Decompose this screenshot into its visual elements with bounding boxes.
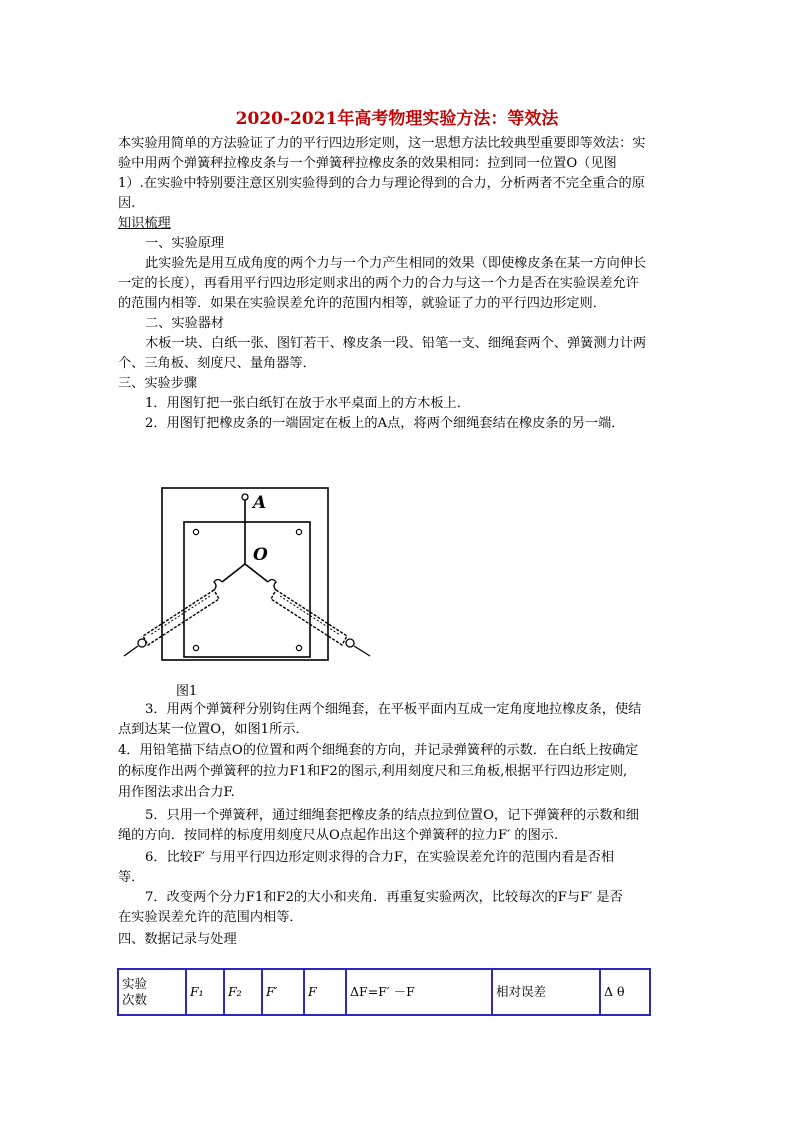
thumbtack-1: [193, 529, 198, 534]
page-title: 2020-2021年高考物理实验方法：等效法: [235, 109, 559, 129]
intro-line-3: 1）.在实验中特别要注意区别实验得到的合力与理论得到的合力，分析两者不完全重合的原: [118, 176, 645, 191]
equipment-line-2: 个、三角板、刻度尺、量角器等．: [118, 356, 316, 371]
cell-relative-error: 相对误差: [492, 969, 600, 1015]
cell-trial-number: [118, 969, 186, 1015]
data-record-table: [117, 968, 651, 1016]
heading-equipment: 二、实验器材: [145, 316, 225, 331]
principle-line-2: 一定的长度），再看用平行四边形定则求出的两个力的合力与这一个力是否在实验误差允许: [118, 276, 639, 291]
label-a: A: [253, 493, 267, 513]
step-6-line-1: 6．比较F′ 与用平行四边形定则求得的合力F，在实验误差允许的范围内看是否相: [145, 850, 615, 865]
heading-data: 四、数据记录与处理: [118, 932, 237, 947]
section-knowledge-heading: 知识梳理: [118, 216, 171, 231]
step-4-line-3: 用作图法求出合力F.: [118, 785, 235, 800]
string-left: [222, 564, 245, 582]
cell-trial-line-1: 实验: [122, 976, 148, 991]
cell-f-prime: F′: [262, 969, 304, 1015]
cell-f2: F₂: [224, 969, 262, 1015]
thumbtack-4: [296, 645, 301, 650]
step-3-line-2: 点到达某一位置O，如图1所示．: [118, 722, 309, 737]
step-4-line-1: 4．用铅笔描下结点O的位置和两个细绳套的方向，并记录弹簧秤的示数．在白纸上按确定: [118, 743, 639, 758]
principle-line-3: 的范围内相等．如果在实验误差允许的范围内相等，就验证了力的平行四边形定则．: [118, 296, 606, 311]
string-right: [245, 564, 268, 582]
cell-f1: F₁: [186, 969, 224, 1015]
step-2: 2．用图钉把橡皮条的一端固定在板上的A点，将两个细绳套结在橡皮条的另一端．: [145, 416, 625, 431]
spring-balance-left: [124, 590, 219, 656]
step-7-line-1: 7．改变两个分力F1和F2的大小和夹角．再重复实验两次，比较每次的F与F′ 是否: [145, 890, 623, 905]
intro-line-1: 本实验用简单的方法验证了力的平行四边形定则，这一思想方法比较典型重要即等效法：实: [118, 136, 646, 151]
loop-right: [268, 580, 276, 591]
principle-line-1: 此实验先是用互成角度的两个力与一个力产生相同的效果（即使橡皮条在某一方向伸长: [145, 256, 647, 271]
figure-1-diagram: [118, 480, 378, 685]
figure-1-caption: 图1: [176, 684, 198, 699]
heading-steps: 三、实验步骤: [118, 376, 198, 391]
thumbtack-2: [296, 529, 301, 534]
step-6-line-2: 等．: [118, 870, 145, 885]
spring-balance-right: [271, 590, 370, 656]
label-o: O: [253, 545, 268, 565]
intro-line-4: 因.: [118, 196, 136, 211]
intro-line-2: 验中用两个弹簧秤拉橡皮条与一个弹簧秤拉橡皮条的效果相同：拉到同一位置O（见图: [118, 156, 617, 171]
table-row: [118, 969, 650, 1015]
thumbtack-3: [193, 645, 198, 650]
paper-sheet: [184, 522, 310, 657]
pin-a: [242, 494, 248, 500]
cell-delta-theta: Δ θ: [600, 969, 650, 1015]
cell-f: F: [304, 969, 346, 1015]
step-7-line-2: 在实验误差允许的范围内相等．: [118, 910, 303, 925]
cell-trial-line-2: 次数: [122, 992, 148, 1007]
cell-delta-f: ΔF=F′ －F: [346, 969, 492, 1015]
step-1: 1．用图钉把一张白纸钉在放于水平桌面上的方木板上．: [145, 396, 470, 411]
equipment-line-1: 木板一块、白纸一张、图钉若干、橡皮条一段、铅笔一支、细绳套两个、弹簧测力计两: [145, 336, 647, 351]
step-5-line-1: 5．只用一个弹簧秤，通过细绳套把橡皮条的结点拉到位置O，记下弹簧秤的示数和细: [145, 808, 639, 823]
loop-left: [214, 580, 222, 591]
heading-principle: 一、实验原理: [145, 236, 225, 251]
step-4-line-2: 的标度作出两个弹簧秤的拉力F1和F2的图示,利用刻度尺和三角板,根据平行四边形定则,: [118, 764, 628, 779]
step-5-line-2: 绳的方向．按同样的标度用刻度尺从O点起作出这个弹簧秤的拉力F′ 的图示.: [118, 828, 559, 843]
step-3-line-1: 3．用两个弹簧秤分别钩住两个细绳套，在平板平面内互成一定角度地拉橡皮条，使结: [145, 702, 642, 717]
